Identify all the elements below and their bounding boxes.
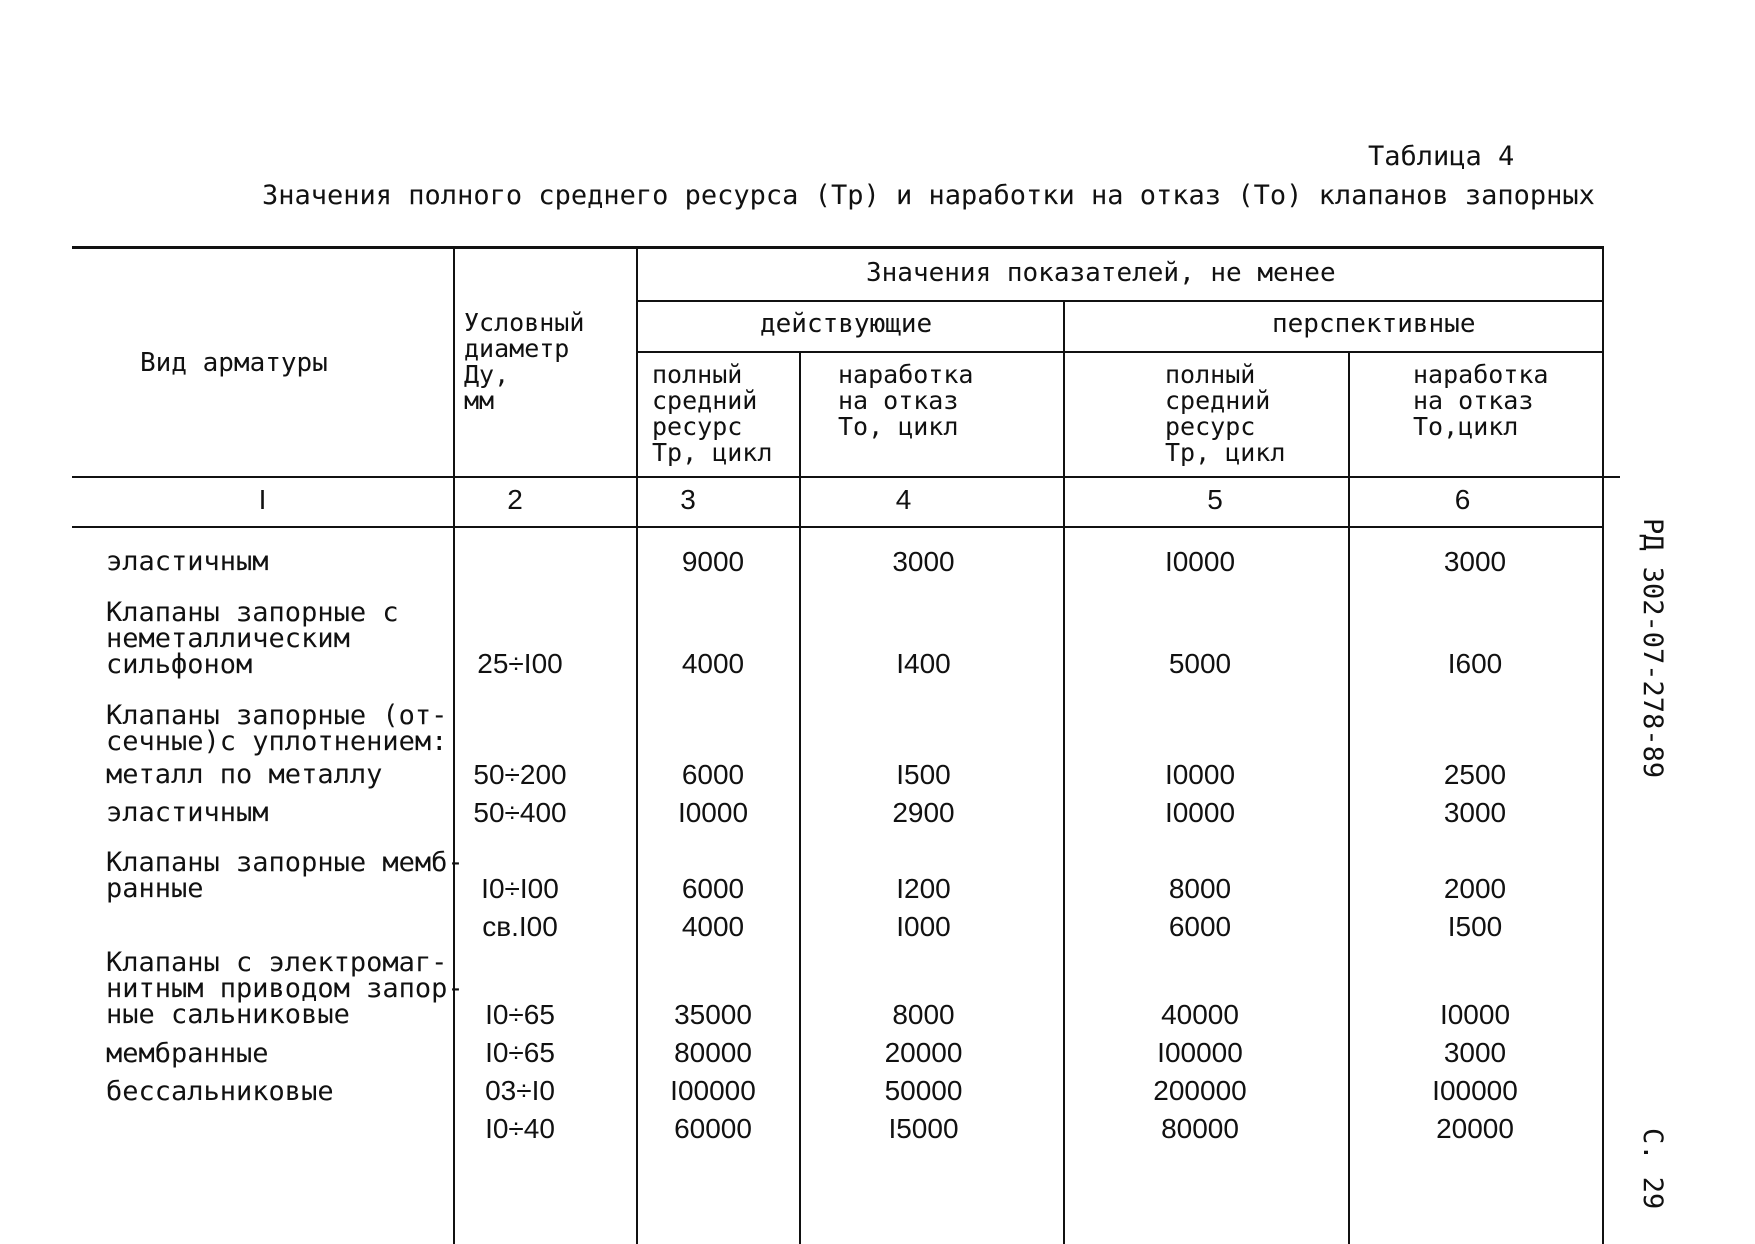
- cell-c5: 8000: [1168, 873, 1232, 904]
- cell-c5: 40000: [1161, 999, 1239, 1030]
- cell-c5: 200000: [1153, 1075, 1247, 1106]
- cell-c4: 20000: [884, 1037, 963, 1068]
- row-label: эластичным: [106, 797, 269, 828]
- row-label: металл по металлу: [106, 759, 383, 790]
- header-col4: наработка на отказ То, цикл: [838, 360, 974, 441]
- cell-dn: I0÷65: [485, 999, 555, 1030]
- cell-dn: I0÷I00: [481, 873, 559, 904]
- header-group-future: перспективные: [1272, 309, 1476, 339]
- cell-c6: 2000: [1443, 873, 1507, 904]
- cell-c4: I000: [896, 911, 951, 942]
- cell-dn: 50÷200: [473, 759, 567, 790]
- header-col-diameter: Условный диаметр Ду, мм: [464, 308, 585, 415]
- cell-c5: I0000: [1164, 546, 1236, 577]
- subgroup-rule: [636, 351, 1604, 353]
- cell-dn: I0÷40: [485, 1113, 555, 1144]
- cell-c3: 60000: [674, 1113, 752, 1144]
- cell-c4: I5000: [888, 1113, 959, 1144]
- row-label: Клапаны запорные мемб- ранные: [106, 847, 464, 904]
- cell-dn: 03÷I0: [485, 1075, 555, 1106]
- header-col5: полный средний ресурс Тр, цикл: [1165, 360, 1286, 467]
- cell-c3: 35000: [674, 999, 752, 1030]
- row-label: Клапаны запорные с неметаллическим сильфоном: [106, 597, 399, 680]
- cell-c6: I600: [1447, 648, 1503, 679]
- cell-c6: I00000: [1432, 1075, 1518, 1106]
- row-label: мембранные: [106, 1038, 269, 1069]
- side-page-number: С. 29: [1637, 1128, 1668, 1210]
- cell-c5: I00000: [1157, 1037, 1243, 1068]
- cell-c6: 3000: [1443, 1037, 1507, 1068]
- header-bottom-rule: [72, 476, 1620, 478]
- cell-c3: 6000: [681, 873, 745, 904]
- cell-c6: 20000: [1436, 1113, 1514, 1144]
- col-divider-right: [1602, 246, 1604, 1244]
- cell-c3: 80000: [674, 1037, 752, 1068]
- cell-c3: 9000: [681, 546, 745, 577]
- cell-dn: I0÷65: [485, 1037, 555, 1068]
- column-number-2: 2: [507, 484, 523, 515]
- cell-c4: 3000: [892, 546, 955, 577]
- table-caption: Значения полного среднего ресурса (Тр) и наработки на отказ (То) клапанов запорных: [262, 180, 1595, 211]
- cell-c4: I400: [896, 648, 951, 679]
- cell-c4: 2900: [892, 797, 955, 828]
- cell-c3: I0000: [677, 797, 749, 828]
- cell-c6: 3000: [1443, 797, 1507, 828]
- cell-dn: 50÷400: [473, 797, 567, 828]
- cell-dn: 25÷I00: [477, 648, 563, 679]
- cell-dn: св.I00: [482, 911, 558, 942]
- numbers-bottom-rule: [72, 526, 1604, 528]
- cell-c5: 80000: [1161, 1113, 1239, 1144]
- cell-c4: 50000: [884, 1075, 963, 1106]
- column-number-6: 6: [1454, 484, 1471, 515]
- cell-c4: I500: [896, 759, 951, 790]
- cell-c6: 3000: [1443, 546, 1507, 577]
- cell-c3: I00000: [670, 1075, 756, 1106]
- column-number-3: 3: [680, 484, 696, 515]
- header-group-title: Значения показателей, не менее: [866, 258, 1336, 288]
- table-number: Таблица 4: [1368, 141, 1515, 172]
- cell-c3: 4000: [681, 911, 745, 942]
- cell-c3: 6000: [681, 759, 745, 790]
- group-title-rule: [636, 300, 1604, 302]
- row-label: Клапаны с электромаг- нитным приводом запор- ные сальниковые: [106, 947, 464, 1030]
- cell-c4: I200: [896, 873, 951, 904]
- cell-c6: 2500: [1443, 759, 1507, 790]
- column-number-1: I: [258, 484, 267, 515]
- cell-c4: 8000: [892, 999, 955, 1030]
- header-group-current: действующие: [760, 309, 933, 339]
- row-label: Клапаны запорные (от- сечные)с уплотнением:: [106, 700, 448, 757]
- header-col-type: Вид арматуры: [140, 348, 328, 378]
- cell-c5: I0000: [1164, 797, 1236, 828]
- cell-c6: I500: [1447, 911, 1503, 942]
- cell-c5: I0000: [1164, 759, 1236, 790]
- table-top-rule: [72, 246, 1604, 249]
- cell-c5: 6000: [1168, 911, 1232, 942]
- column-number-5: 5: [1207, 484, 1223, 515]
- cell-c6: I0000: [1439, 999, 1511, 1030]
- side-document-code: РД 302-07-278-89: [1637, 518, 1668, 779]
- cell-c3: 4000: [681, 648, 745, 679]
- header-col6: наработка на отказ То,цикл: [1413, 360, 1549, 441]
- cell-c5: 5000: [1168, 648, 1232, 679]
- column-number-4: 4: [895, 484, 912, 515]
- row-label: эластичным: [106, 546, 269, 577]
- row-label: бессальниковые: [106, 1076, 334, 1107]
- header-col3: полный средний ресурс Тр, цикл: [652, 360, 773, 467]
